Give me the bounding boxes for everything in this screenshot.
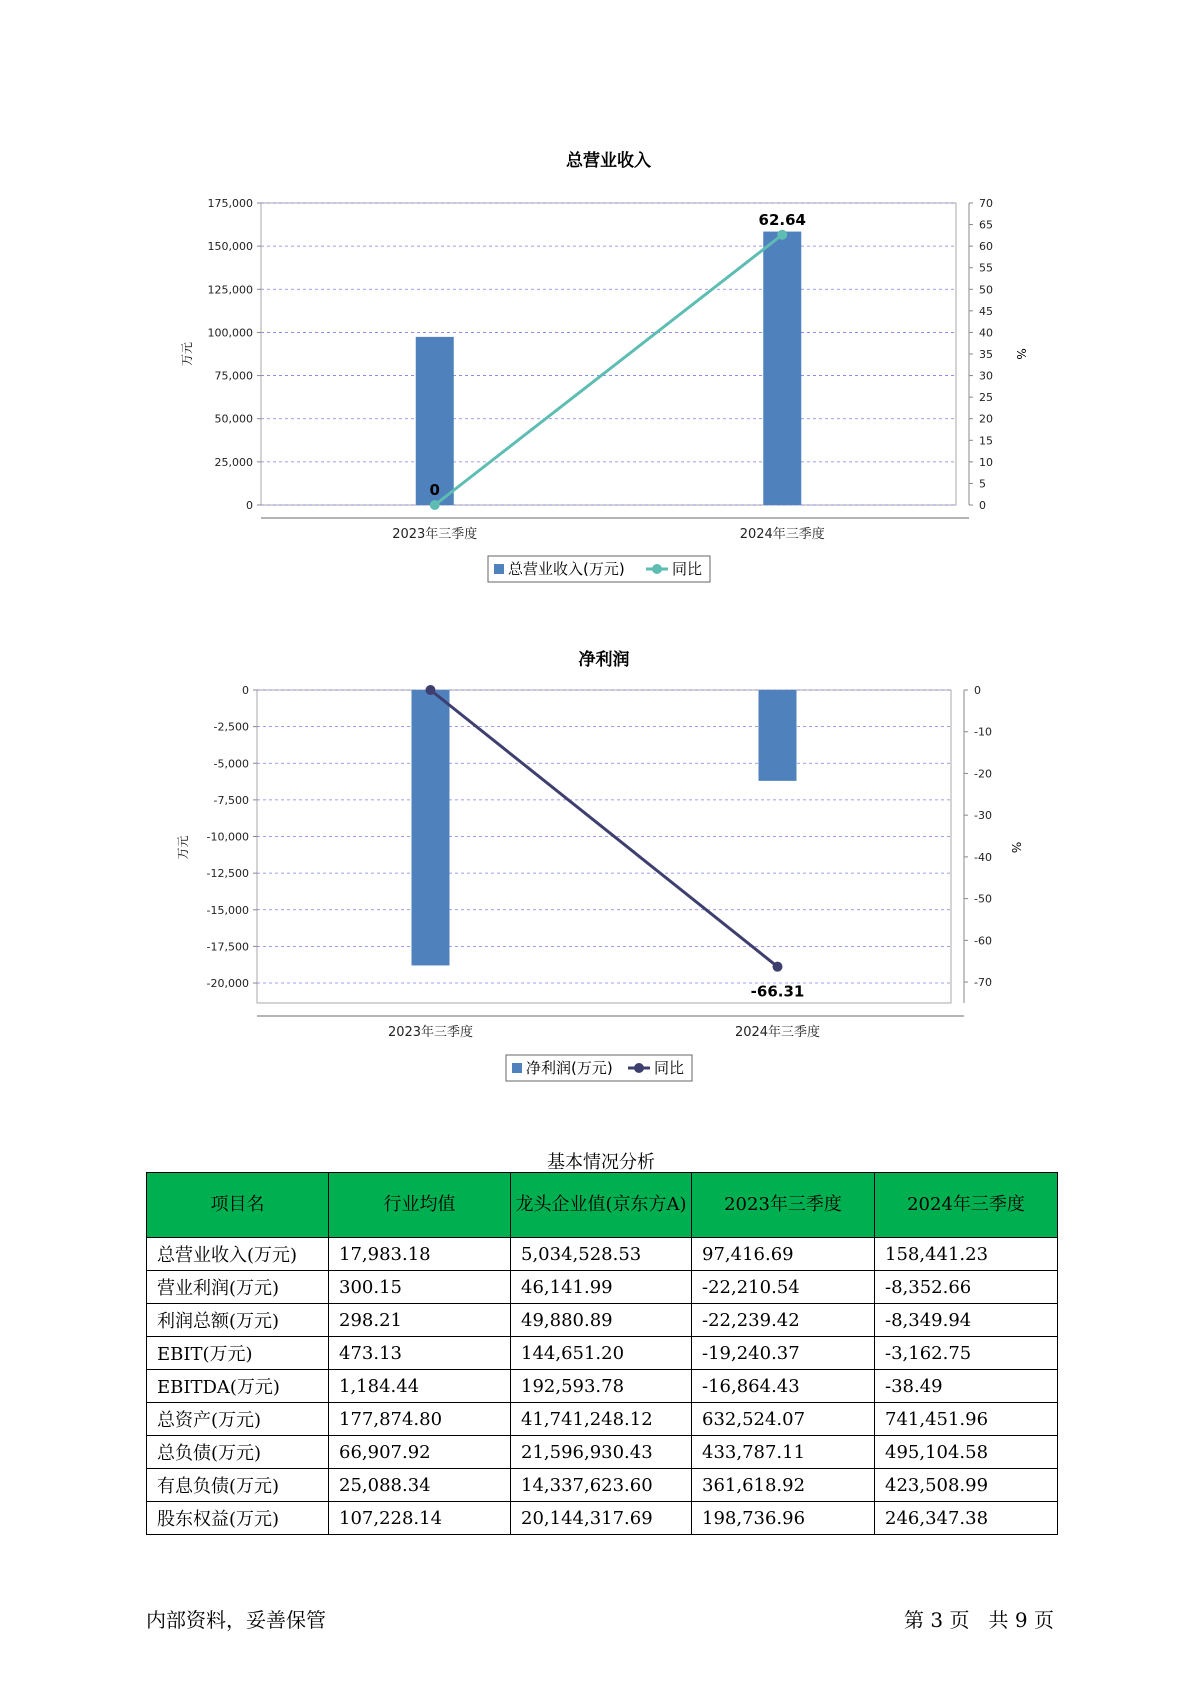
- table-row: [147, 1469, 1058, 1502]
- table-cell: 股东权益(万元): [147, 1502, 329, 1535]
- y-left-axis-title: 万元: [176, 835, 190, 860]
- table-cell: -8,352.66: [875, 1271, 1058, 1304]
- y-left-tick-label: 0: [242, 684, 249, 697]
- y-right-tick-label: 35: [979, 348, 993, 361]
- plot-area-border: [257, 690, 951, 1003]
- yoy-point: [426, 685, 436, 695]
- y-right-tick-label: 15: [979, 434, 993, 448]
- table-cell: 1,184.44: [329, 1370, 511, 1403]
- y-left-tick-label: 25,000: [214, 455, 253, 469]
- y-left-tick-label: -20,000: [206, 977, 249, 991]
- y-right-tick-label: -10: [974, 725, 992, 739]
- table-cell: 158,441.23: [875, 1238, 1058, 1271]
- yoy-data-label: 62.64: [758, 210, 806, 229]
- table-row: [147, 1436, 1058, 1469]
- table-cell: 20,144,317.69: [511, 1502, 692, 1535]
- table-header-row: [147, 1173, 1058, 1238]
- table-cell: -22,210.54: [692, 1271, 875, 1304]
- table-cell: 14,337,623.60: [511, 1469, 692, 1502]
- y-left-tick-label: -5,000: [213, 757, 249, 771]
- col-header-2023q3: 2023年三季度: [692, 1173, 875, 1238]
- y-left-tick-label: -7,500: [213, 793, 249, 807]
- y-right-axis-title: %: [1009, 841, 1023, 854]
- table-cell: 298.21: [329, 1304, 511, 1337]
- table-cell: 总负债(万元): [147, 1436, 329, 1469]
- table-cell: 632,524.07: [692, 1403, 875, 1436]
- table-cell: 66,907.92: [329, 1436, 511, 1469]
- table-row: [147, 1403, 1058, 1436]
- bar: [412, 690, 450, 965]
- y-right-tick-label: 20: [979, 412, 993, 426]
- y-right-tick-label: -70: [974, 976, 992, 990]
- y-right-tick-label: 25: [979, 391, 993, 405]
- table-cell: -22,239.42: [692, 1304, 875, 1337]
- y-left-tick-label: -10,000: [206, 830, 249, 844]
- chart-title: 总营业收入: [566, 151, 651, 171]
- x-tick-label: 2023年三季度: [392, 527, 478, 542]
- table-cell: 49,880.89: [511, 1304, 692, 1337]
- table-row: [147, 1502, 1058, 1535]
- y-right-tick-label: 55: [979, 261, 993, 275]
- yoy-line: [431, 690, 778, 967]
- table-cell: 741,451.96: [875, 1403, 1058, 1436]
- y-left-tick-label: 125,000: [207, 283, 253, 297]
- y-left-tick-label: -2,500: [213, 720, 249, 734]
- table-cell: 144,651.20: [511, 1337, 692, 1370]
- table-cell: 41,741,248.12: [511, 1403, 692, 1436]
- y-right-axis-title: %: [1014, 348, 1028, 360]
- y-right-tick-label: -20: [974, 767, 992, 781]
- yoy-data-label: -66.31: [750, 982, 805, 1001]
- table-cell: 有息负债(万元): [147, 1469, 329, 1502]
- y-right-tick-label: 65: [979, 218, 993, 232]
- legend-line-label: 同比: [672, 560, 703, 578]
- table-cell: 97,416.69: [692, 1238, 875, 1271]
- y-right-tick-label: 0: [979, 499, 986, 512]
- y-right-tick-label: 30: [979, 369, 993, 383]
- table-cell: 总资产(万元): [147, 1403, 329, 1436]
- col-header-item: 项目名: [147, 1173, 329, 1238]
- table-caption: 基本情况分析: [547, 1152, 655, 1173]
- y-right-tick-label: -50: [974, 892, 992, 906]
- table-cell: 300.15: [329, 1271, 511, 1304]
- y-left-tick-label: 0: [246, 499, 253, 512]
- table-cell: 46,141.99: [511, 1271, 692, 1304]
- table-cell: 25,088.34: [329, 1469, 511, 1502]
- table-cell: 107,228.14: [329, 1502, 511, 1535]
- y-left-tick-label: -12,500: [206, 867, 249, 881]
- table-cell: -8,349.94: [875, 1304, 1058, 1337]
- table-cell: 17,983.18: [329, 1238, 511, 1271]
- x-tick-label: 2023年三季度: [387, 1025, 474, 1040]
- table-cell: -38.49: [875, 1370, 1058, 1403]
- legend-bar-label: 总营业收入(万元): [508, 560, 625, 578]
- footer-page-number: 第 3 页 共 9 页: [904, 1608, 1054, 1632]
- y-left-tick-label: -17,500: [206, 940, 249, 954]
- x-tick-label: 2024年三季度: [739, 527, 825, 542]
- table-cell: 246,347.38: [875, 1502, 1058, 1535]
- table-cell: 21,596,930.43: [511, 1436, 692, 1469]
- legend-line-label: 同比: [654, 1059, 685, 1077]
- bar: [759, 690, 797, 781]
- y-right-tick-label: 60: [979, 240, 993, 254]
- chart-title: 净利润: [578, 650, 630, 670]
- yoy-point: [773, 962, 783, 972]
- table-cell: EBIT(万元): [147, 1337, 329, 1370]
- x-tick-label: 2024年三季度: [734, 1025, 821, 1040]
- table-cell: -16,864.43: [692, 1370, 875, 1403]
- y-right-tick-label: -40: [974, 850, 992, 864]
- table-cell: -19,240.37: [692, 1337, 875, 1370]
- y-right-tick-label: -30: [974, 809, 992, 823]
- y-left-tick-label: 75,000: [214, 369, 253, 383]
- footer-confidential-note: 内部资料，妥善保管: [146, 1608, 326, 1632]
- table-row: [147, 1370, 1058, 1403]
- table-cell: 总营业收入(万元): [147, 1238, 329, 1271]
- table-row: [147, 1271, 1058, 1304]
- table-cell: 433,787.11: [692, 1436, 875, 1469]
- table-cell: 423,508.99: [875, 1469, 1058, 1502]
- table-cell: 利润总额(万元): [147, 1304, 329, 1337]
- table-cell: 473.13: [329, 1337, 511, 1370]
- table-cell: 495,104.58: [875, 1436, 1058, 1469]
- legend-bar-swatch: [512, 1063, 522, 1073]
- y-left-tick-label: 100,000: [207, 326, 253, 340]
- y-right-tick-label: 0: [974, 684, 981, 697]
- col-header-2024q3: 2024年三季度: [875, 1173, 1058, 1238]
- table-cell: 5,034,528.53: [511, 1238, 692, 1271]
- table-cell: 177,874.80: [329, 1403, 511, 1436]
- table-cell: 198,736.96: [692, 1502, 875, 1535]
- y-right-tick-label: 40: [979, 326, 993, 340]
- col-header-leader: 龙头企业值(京东方A): [511, 1173, 692, 1238]
- y-right-tick-label: 45: [979, 304, 993, 318]
- y-right-tick-label: 10: [979, 455, 993, 469]
- table-cell: -3,162.75: [875, 1337, 1058, 1370]
- y-left-tick-label: 150,000: [207, 240, 253, 254]
- col-header-industry-avg: 行业均值: [329, 1173, 511, 1238]
- y-left-tick-label: -15,000: [206, 903, 249, 917]
- legend-line-marker: [634, 1063, 644, 1073]
- basic-analysis-table: [146, 1172, 1058, 1535]
- y-right-tick-label: 50: [979, 283, 993, 297]
- table-row: [147, 1238, 1058, 1271]
- y-left-tick-label: 50,000: [214, 412, 253, 426]
- y-right-tick-label: 70: [979, 197, 993, 210]
- table-cell: 192,593.78: [511, 1370, 692, 1403]
- y-left-axis-title: 万元: [180, 341, 194, 367]
- y-right-tick-label: 5: [979, 477, 986, 491]
- table-cell: 361,618.92: [692, 1469, 875, 1502]
- legend-bar-label: 净利润(万元): [526, 1059, 613, 1077]
- y-left-tick-label: 175,000: [207, 197, 253, 210]
- table-row: [147, 1304, 1058, 1337]
- y-right-tick-label: -60: [974, 934, 992, 948]
- table-cell: 营业利润(万元): [147, 1271, 329, 1304]
- yoy-data-label: 0: [429, 481, 440, 499]
- table-row: [147, 1337, 1058, 1370]
- table-cell: EBITDA(万元): [147, 1370, 329, 1403]
